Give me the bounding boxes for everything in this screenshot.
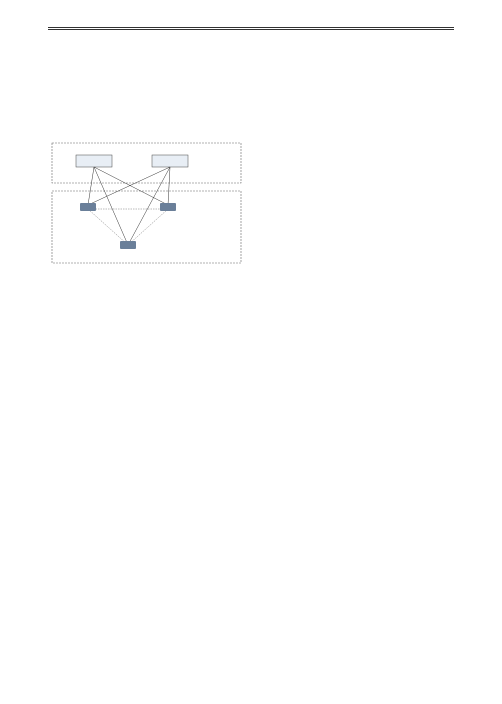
header-rule bbox=[48, 27, 454, 28]
figure-1-lte-architecture bbox=[48, 141, 245, 267]
eutran-box bbox=[52, 191, 241, 263]
lte-architecture-diagram bbox=[48, 141, 245, 267]
page-header bbox=[48, 11, 454, 25]
mme-sgw-node-left bbox=[76, 155, 112, 167]
s1-links bbox=[88, 167, 170, 245]
x2-links bbox=[88, 209, 168, 245]
figure-2-sgs-stack bbox=[257, 145, 454, 253]
header-rule-thin bbox=[48, 29, 454, 30]
right-column bbox=[257, 138, 454, 257]
enb-icons bbox=[80, 203, 176, 249]
page-footer bbox=[257, 682, 454, 692]
sgs-protocol-stack-diagram bbox=[257, 145, 454, 253]
mme-sgw-node-right bbox=[152, 155, 188, 167]
left-column bbox=[48, 138, 245, 270]
